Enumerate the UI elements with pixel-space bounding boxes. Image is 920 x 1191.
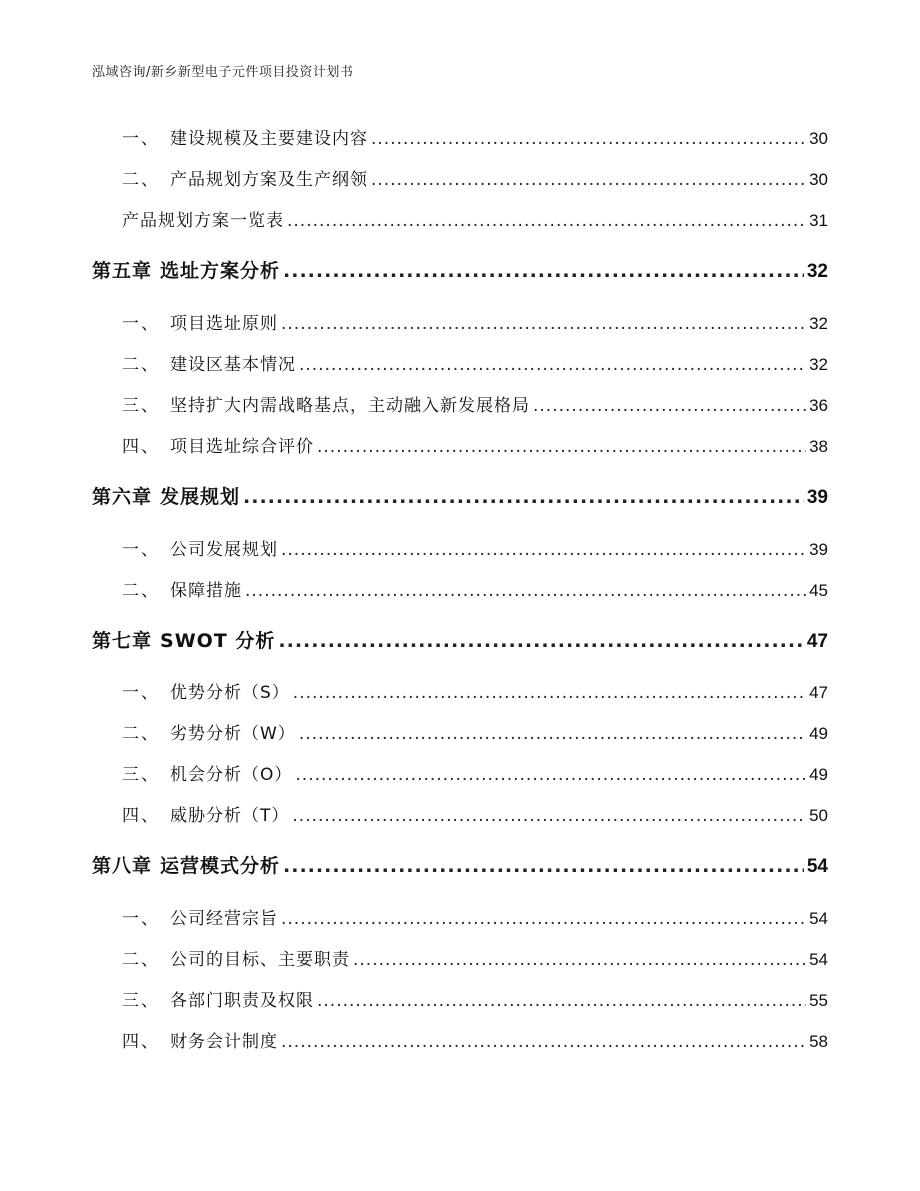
toc-entry-page: 30 — [809, 170, 828, 189]
toc-entry-number: 四、 — [122, 1032, 160, 1052]
toc-entry-number: 一、 — [122, 683, 160, 703]
toc-entry-number: 一、 — [122, 129, 160, 149]
toc-entry-number: 二、 — [122, 581, 160, 601]
toc-chapter-page: 54 — [806, 856, 828, 877]
toc-entry[interactable] — [92, 206, 828, 231]
toc-entry[interactable] — [92, 576, 828, 601]
toc-entry-page: 47 — [809, 683, 828, 702]
toc-entry[interactable] — [92, 535, 828, 560]
toc-entry-page: 49 — [809, 765, 828, 784]
toc-entry-page: 32 — [809, 355, 828, 374]
toc-entry-title: 优势分析（S） — [170, 683, 290, 703]
dot-leader — [281, 909, 806, 929]
toc-entry-title: 保障措施 — [170, 581, 242, 601]
dot-leader — [293, 683, 806, 703]
toc-entry-number: 一、 — [122, 909, 160, 929]
toc-chapter-number: 第七章 — [92, 630, 153, 652]
toc-entry-number: 三、 — [122, 991, 160, 1011]
toc-entry-title: 建设区基本情况 — [170, 355, 296, 375]
toc-entry-title: 产品规划方案一览表 — [122, 211, 284, 231]
dot-leader — [281, 1032, 806, 1052]
toc-entry-number: 一、 — [122, 540, 160, 560]
toc-entry-number: 二、 — [122, 170, 160, 190]
toc-entry-page: 55 — [809, 991, 828, 1010]
dot-leader — [295, 765, 806, 785]
toc-entry-title: 公司经营宗旨 — [170, 909, 278, 929]
running-header: 泓域咨询/新乡新型电子元件项目投资计划书 — [92, 65, 354, 80]
toc-entry-page: 50 — [809, 806, 828, 825]
toc-entry-title: 产品规划方案及生产纲领 — [170, 170, 368, 190]
toc-entry-title: 各部门职责及权限 — [170, 991, 314, 1011]
dot-leader — [292, 806, 806, 826]
toc-entry-page: 36 — [809, 396, 828, 415]
toc-entry-number: 二、 — [122, 950, 160, 970]
toc-entry-page: 58 — [809, 1032, 828, 1051]
toc-entry-title: 财务会计制度 — [170, 1032, 278, 1052]
toc-entry-title: 劣势分析（W） — [170, 724, 296, 744]
toc-entry[interactable] — [92, 678, 828, 703]
toc-chapter-title: SWOT 分析 — [160, 630, 276, 652]
dot-leader — [283, 260, 804, 282]
toc-chapter-page: 32 — [806, 261, 828, 282]
toc-chapter[interactable] — [92, 851, 828, 878]
toc-chapter-number: 第六章 — [92, 486, 153, 508]
dot-leader — [317, 437, 806, 457]
toc-entry[interactable] — [92, 986, 828, 1011]
dot-leader — [281, 540, 806, 560]
toc-chapter-number: 第五章 — [92, 260, 153, 282]
toc-chapter-title: 发展规划 — [160, 486, 241, 508]
toc-entry-number: 四、 — [122, 437, 160, 457]
toc-entry[interactable] — [92, 719, 828, 744]
toc-entry[interactable] — [92, 124, 828, 149]
toc-entry-number: 二、 — [122, 724, 160, 744]
toc-entry[interactable] — [92, 309, 828, 334]
toc-entry-page: 49 — [809, 724, 828, 743]
toc-entry-page: 31 — [809, 211, 828, 230]
toc-entry-page: 54 — [809, 909, 828, 928]
dot-leader — [243, 486, 804, 508]
toc-entry-number: 二、 — [122, 355, 160, 375]
toc-entry-number: 一、 — [122, 314, 160, 334]
toc-chapter-title: 运营模式分析 — [160, 855, 281, 877]
toc-chapter-page: 39 — [806, 487, 828, 508]
toc-entry-page: 45 — [809, 581, 828, 600]
dot-leader — [317, 991, 806, 1011]
toc-entry-number: 三、 — [122, 396, 160, 416]
toc-entry-title: 公司的目标、主要职责 — [170, 950, 350, 970]
dot-leader — [533, 396, 806, 416]
toc-chapter-page: 47 — [806, 631, 828, 652]
toc-entry-page: 32 — [809, 314, 828, 333]
toc-entry-page: 30 — [809, 129, 828, 148]
toc-entry-number: 四、 — [122, 806, 160, 826]
toc-chapter[interactable] — [92, 256, 828, 283]
toc-entry[interactable] — [92, 165, 828, 190]
dot-leader — [283, 855, 804, 877]
toc-entry-title: 项目选址原则 — [170, 314, 278, 334]
toc-entry-page: 38 — [809, 437, 828, 456]
toc-entry[interactable] — [92, 350, 828, 375]
toc-entry[interactable] — [92, 1027, 828, 1052]
toc-entry[interactable] — [92, 801, 828, 826]
dot-leader — [278, 630, 803, 652]
toc-entry[interactable] — [92, 391, 828, 416]
toc-entry-title: 建设规模及主要建设内容 — [170, 129, 368, 149]
toc-entry-title: 公司发展规划 — [170, 540, 278, 560]
dot-leader — [287, 211, 806, 231]
toc-entry[interactable] — [92, 432, 828, 457]
dot-leader — [299, 355, 806, 375]
toc-chapter-title: 选址方案分析 — [160, 260, 281, 282]
toc-entry-page: 54 — [809, 950, 828, 969]
toc-entry[interactable] — [92, 760, 828, 785]
dot-leader — [299, 724, 806, 744]
toc-entry[interactable] — [92, 945, 828, 970]
dot-leader — [281, 314, 806, 334]
toc-entry-title: 威胁分析（T） — [170, 806, 290, 826]
toc-entry-title: 机会分析（O） — [170, 765, 293, 785]
dot-leader — [371, 129, 806, 149]
toc-chapter[interactable] — [92, 626, 828, 653]
toc-entry-title: 项目选址综合评价 — [170, 437, 314, 457]
toc-chapter-number: 第八章 — [92, 855, 153, 877]
toc-entry-title: 坚持扩大内需战略基点，主动融入新发展格局 — [170, 396, 530, 416]
toc-chapter[interactable] — [92, 482, 828, 509]
toc-entry-number: 三、 — [122, 765, 160, 785]
toc-entry-page: 39 — [809, 540, 828, 559]
dot-leader — [371, 170, 806, 190]
dot-leader — [245, 581, 806, 601]
dot-leader — [353, 950, 806, 970]
toc-entry[interactable] — [92, 904, 828, 929]
